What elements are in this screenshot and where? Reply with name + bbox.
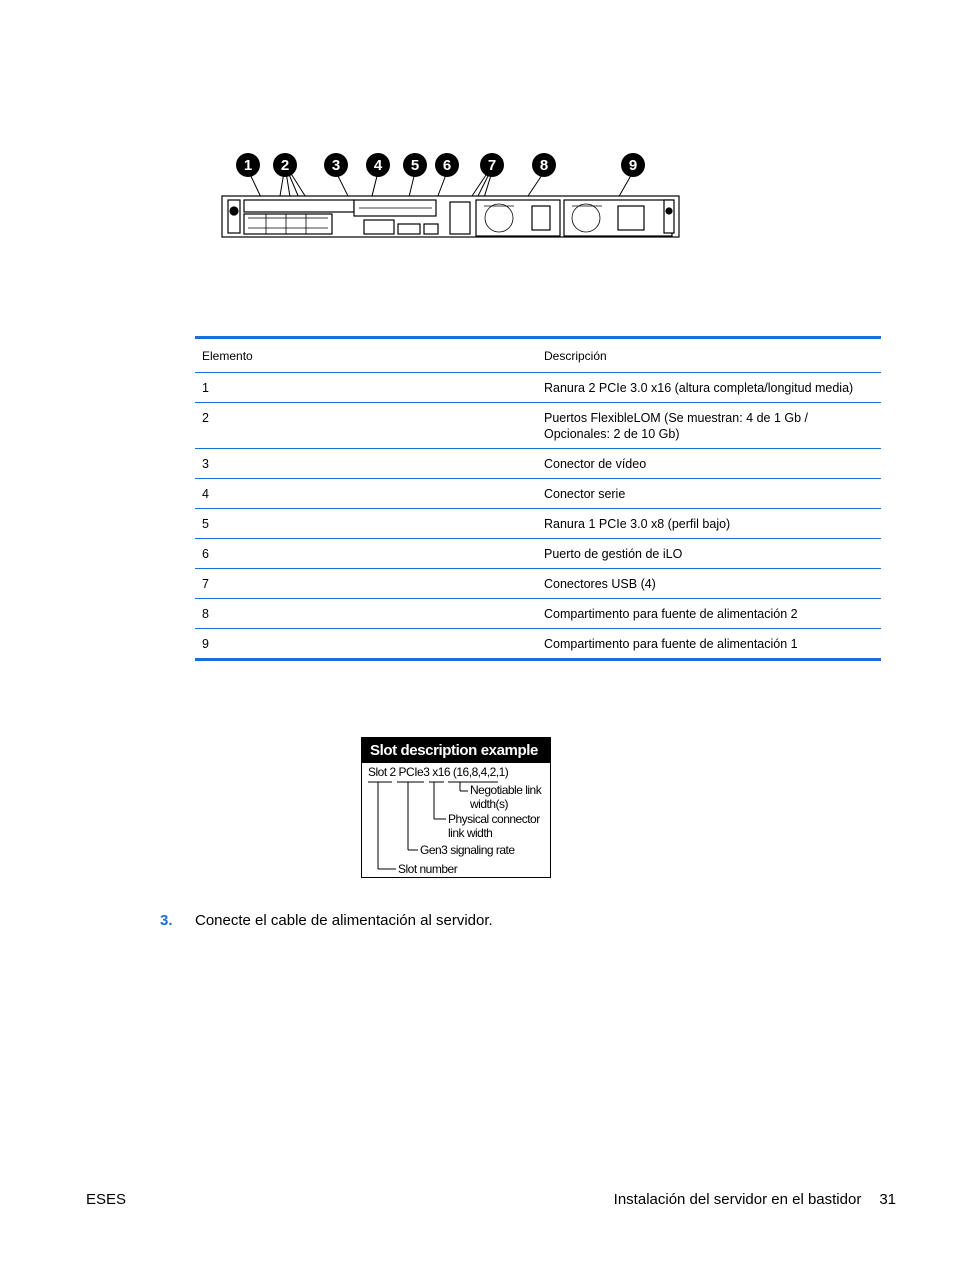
table-row [195,539,881,569]
cell-description: Conectores USB (4) [537,569,881,599]
svg-text:6: 6 [442,157,452,174]
callout-8 [532,153,556,177]
header-description: Descripción [537,338,881,373]
cell-item: 6 [195,539,537,569]
label-physical-line2: link width [448,826,493,840]
instruction-step [160,912,493,929]
slot-description-example [361,737,551,878]
svg-text:2: 2 [280,157,290,174]
cell-description: Puerto de gestión de iLO [537,539,881,569]
table-row [195,629,881,660]
svg-text:1: 1 [243,157,253,174]
label-negotiable-line1: Negotiable link [470,783,542,797]
step-number: 3. [160,912,173,929]
label-slot-number: Slot number [398,862,458,876]
label-negotiable-line2: width(s) [470,797,509,811]
svg-text:5: 5 [410,157,420,174]
slot-example-diagram [362,763,550,877]
slot-example-title: Slot description example [362,738,550,763]
label-physical-line1: Physical connector [448,812,540,826]
callout-7 [480,153,504,177]
server-chassis [222,196,679,237]
callout-1 [236,153,260,177]
cell-description: Conector de vídeo [537,449,881,479]
cell-description: Compartimento para fuente de alimentación 1 [544,637,798,651]
cell-description: Conector serie [537,479,881,509]
cell-description: Compartimento para fuente de alimentación 2 [537,599,881,629]
table-row [195,479,881,509]
callout-badges [236,153,645,177]
callout-3 [324,153,348,177]
cell-item: 3 [195,449,537,479]
callout-9 [621,153,645,177]
callout-4 [366,153,390,177]
table-row [195,403,881,449]
callout-5 [403,153,427,177]
cell-item: 9 [202,637,209,651]
footer-chapter-title: Instalación del servidor en el bastidor [613,1191,862,1208]
cell-item: 2 [195,403,537,449]
table-row [195,449,881,479]
cell-item: 8 [195,599,537,629]
cell-description: Puertos FlexibleLOM (Se muestran: 4 de 1 Gb / Opcionales: 2 de 10 Gb) [537,403,881,449]
svg-text:7: 7 [487,157,497,174]
callout-2 [273,153,297,177]
footer-right [614,1191,896,1208]
cell-item: 1 [195,373,537,403]
cell-description: Ranura 1 PCIe 3.0 x8 (perfil bajo) [537,509,881,539]
table-row [195,569,881,599]
callout-6 [435,153,459,177]
cell-item: 7 [195,569,537,599]
table-row [195,599,881,629]
table-row [195,373,881,403]
footer-locale: ESES [86,1191,127,1208]
table-row [195,509,881,539]
svg-text:4: 4 [373,157,383,174]
table-header-row [195,338,881,373]
svg-text:9: 9 [628,157,638,174]
cell-item: 5 [195,509,537,539]
page-number: 31 [879,1191,896,1208]
slot-example-code: Slot 2 PCIe3 x16 (16,8,4,2,1) [368,765,509,779]
label-gen3: Gen3 signaling rate [420,843,515,857]
step-text: Conecte el cable de alimentación al servidor. [195,912,493,929]
cell-item: 4 [195,479,537,509]
svg-text:8: 8 [539,157,549,174]
server-rear-panel-diagram [214,148,686,244]
header-item: Elemento [195,338,537,373]
svg-text:3: 3 [331,157,341,174]
rear-panel-components-table [195,336,881,661]
cell-description: Ranura 2 PCIe 3.0 x16 (altura completa/longitud media) [537,373,881,403]
